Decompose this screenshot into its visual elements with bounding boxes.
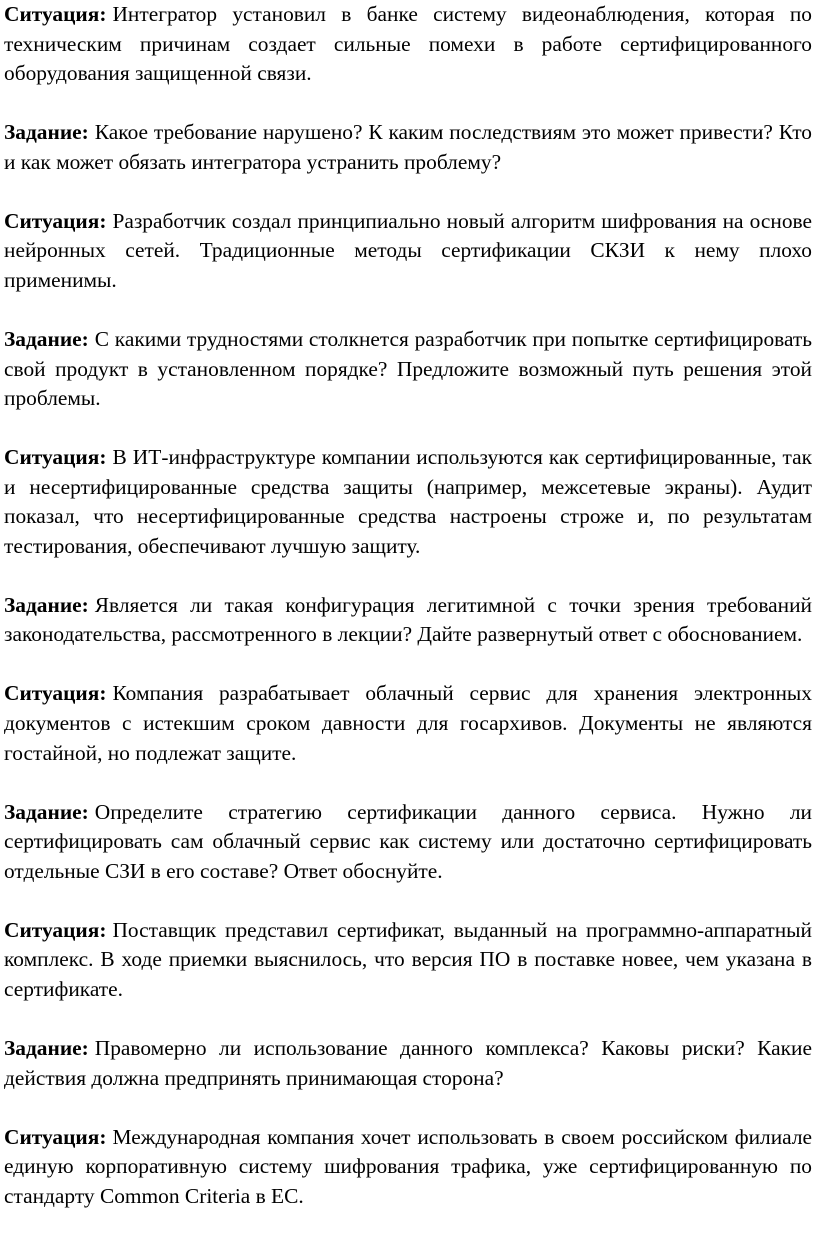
task-paragraph (4, 325, 812, 414)
task-text: Правомерно ли использование данного комплекса? Каковы риски? Какие действия должна предпринять принимающая сторона? (4, 1035, 812, 1090)
situation-label: Ситуация: (4, 681, 107, 706)
task-text: Является ли такая конфигурация легитимной с точки зрения требований законодательства, рассмотренного в лекции? Дайте развернутый ответ с обоснованием. (4, 592, 812, 647)
situation-paragraph (4, 207, 812, 296)
situation-text: Компания разрабатывает облачный сервис для хранения электронных документов с истекшим сроком давности для госархивов. Документы не являются гостайной, но подлежат защите. (4, 681, 812, 765)
situation-label: Ситуация: (4, 917, 107, 942)
situation-text: В ИТ-инфраструктуре компании используются как сертифицированные, так и несертифицированные средства защиты (например, межсетевые экраны). Аудит показал, что несертифицированные средства настроены строже и, по результатам тестирования, обеспечивают лучшую защиту. (4, 445, 812, 558)
task-text: С какими трудностями столкнется разработчик при попытке сертифицировать свой продукт в установленном порядке? Предложите возможный путь решения этой проблемы. (4, 326, 812, 411)
situation-text: Международная компания хочет использовать в своем российском филиале единую корпоративную систему шифрования трафика, уже сертифицированную по стандарту Common Criteria в ЕС. (4, 1124, 812, 1208)
situation-paragraph (4, 0, 812, 89)
situation-paragraph (4, 679, 812, 768)
situation-label: Ситуация: (4, 445, 107, 470)
situation-label: Ситуация: (4, 1124, 107, 1149)
task-text: Какое требование нарушено? К каким последствиям это может привести? Кто и как может обязать интегратора устранить проблему? (4, 120, 812, 174)
situation-paragraph (4, 443, 812, 561)
situation-label: Ситуация: (4, 208, 107, 233)
task-label: Задание: (4, 120, 89, 145)
situation-paragraph (4, 1123, 812, 1212)
task-paragraph (4, 591, 812, 650)
task-label: Задание: (4, 592, 89, 617)
situation-text: Поставщик представил сертификат, выданный на программно-аппаратный комплекс. В ходе приемки выяснилось, что версия ПО в поставке новее, чем указана в сертификате. (4, 917, 812, 1001)
situation-text: Разработчик создал принципиально новый алгоритм шифрования на основе нейронных сетей. Традиционные методы сертификации СКЗИ к нему плохо применимы. (4, 208, 812, 292)
situation-text: Интегратор установил в банке систему видеонаблюдения, которая по техническим причинам создает сильные помехи в работе сертифицированного оборудования защищенной связи. (4, 2, 812, 86)
task-text: Определите стратегию сертификации данного сервиса. Нужно ли сертифицировать сам облачный сервис как систему или достаточно сертифицировать отдельные СЗИ в его составе? Ответ обоснуйте. (4, 799, 812, 883)
situation-label: Ситуация: (4, 2, 107, 26)
task-paragraph (4, 118, 812, 177)
task-label: Задание: (4, 1035, 89, 1060)
document-page (4, 0, 812, 1211)
task-label: Задание: (4, 799, 89, 824)
task-label: Задание: (4, 326, 89, 351)
task-paragraph (4, 798, 812, 887)
situation-paragraph (4, 916, 812, 1005)
task-paragraph (4, 1034, 812, 1093)
